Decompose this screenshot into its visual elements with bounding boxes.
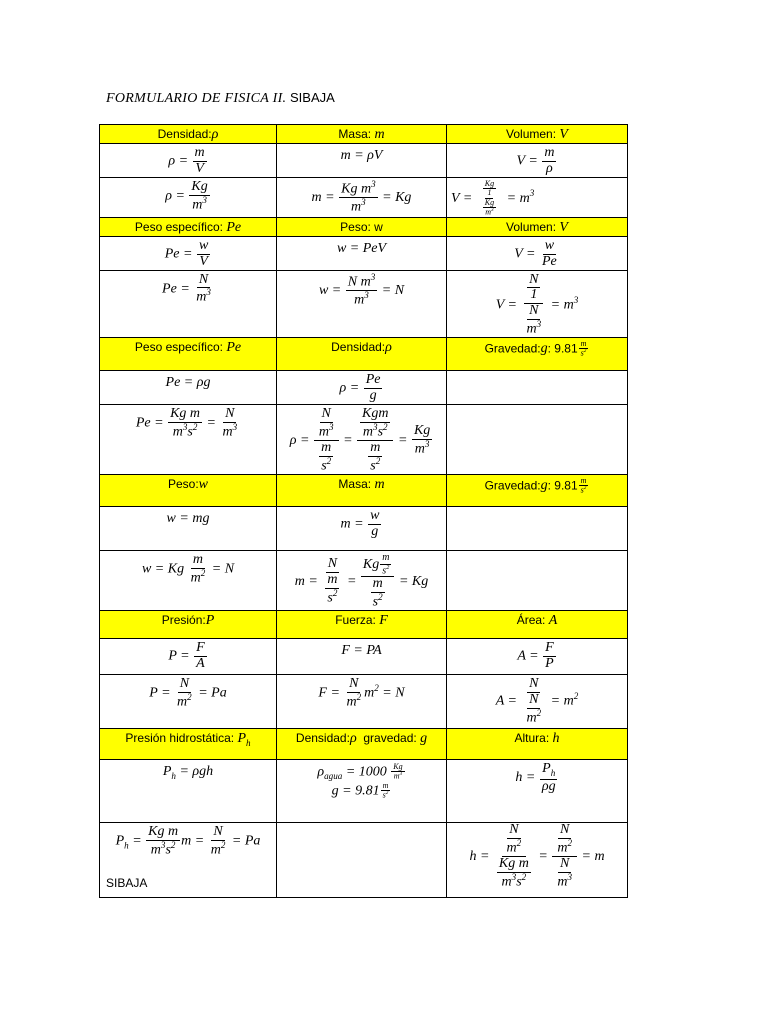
formula-rho-pe-g: ρ = $\frac{Pe}{g}$ [277,371,447,405]
units-h: h = $\frac{\frac{N}{m^2}}{\frac{\text{Kg m}}{m^3s^2}}$ = $\frac{\frac{N}{m^2}}{\frac{N}{m^3}}$ = m [447,823,628,898]
header-area: Área: A [447,611,628,639]
units-row [100,270,628,337]
header-row-4 [100,475,628,507]
formula-pe-w-v: Pe = $\frac{w}{V}$ [100,237,277,270]
units-f: F = $\frac{N}{m^2}$ $m^2 = N$ [277,675,447,729]
header-mass: Masa: m [277,125,447,144]
formula-row [100,639,628,675]
formula-w-mg: w = mg [100,507,277,551]
header-row-1 [100,125,628,144]
header-volume-2: Volumen: V [447,218,628,237]
title-italic: FORMULARIO DE FISICA II. [106,91,287,106]
formula-p-f-a: P = $\frac{F}{A}$ [100,639,277,675]
units-row [100,675,628,729]
header-height: Altura: h [447,729,628,760]
formula-f-pa: F = PA [277,639,447,675]
header-gravity-2: Gravedad:g: 9.81 $\frac{m}{s^2}$ [447,475,628,507]
formula-v-w-pe: V = $\frac{w}{Pe}$ [447,237,628,270]
units-ph: $P_h$ = $\frac{\text{Kg m}}{m^3s^2}$ m = $\frac{N}{m^2}$ = Pa [100,823,277,898]
formula-table [99,124,628,898]
units-row [100,405,628,475]
title-author: SIBAJA [289,90,335,105]
units-rho-2: ρ = $\frac{\frac{N}{m^3}}{\frac{m}{s^2}}$ = $\frac{\frac{\text{Kgm}}{m^3s^2}}{\frac{m}{s^2}}$ = $\frac{Kg}{m^3}$ [277,405,447,475]
formula-a-f-p: A = $\frac{F}{P}$ [447,639,628,675]
units-p: P = $\frac{N}{m^2}$ = Pa [100,675,277,729]
header-row-5 [100,611,628,639]
header-row-2 [100,218,628,237]
empty-cell [277,823,447,898]
units-w-2: w = Kg $\frac{m}{m^2}$ = N [100,551,277,611]
formula-pe-rho-g: Pe = ρg [100,371,277,405]
units-row [100,178,628,218]
empty-cell [447,551,628,611]
header-force: Fuerza: F [277,611,447,639]
header-weight: Peso: w [277,218,447,237]
units-pe-2: Pe = $\frac{\text{Kg m}}{m^3s^2}$ = $\frac{N}{m^3}$ [100,405,277,475]
header-specific-weight: Peso específico: Pe [100,218,277,237]
formula-m-w-g: m = $\frac{w}{g}$ [277,507,447,551]
units-volume: V = $\frac{Kg}{\frac{1}{\frac{Kg}{m^3}}}$ = $m^3$ [447,178,628,218]
formula-ph-rho-g-h: $P_h = \rho gh$ [100,760,277,823]
units-mass: m = $\frac{Kg m^3}{m^3}$ = Kg [277,178,447,218]
formula-row [100,507,628,551]
formula-row [100,237,628,270]
formula-h-ph-rho-g: h = $\frac{P_h}{\rho g}$ [447,760,628,823]
header-hydrostatic-pressure: Presión hidrostática: $P_h$ [100,729,277,760]
header-row-3 [100,338,628,371]
formula-v-m-rho: V = $\frac{m}{\rho}$ [447,144,628,178]
header-gravity: Gravedad:g: 9.81 $\frac{m}{s^2}$ [447,338,628,371]
empty-cell [447,405,628,475]
units-w: w = $\frac{N m^3}{m^3}$ = N [277,270,447,337]
units-pe: Pe = $\frac{N}{m^3}$ [100,270,277,337]
formula-row [100,144,628,178]
formula-rho-m-v: ρ = $\frac{m}{V}$ [100,144,277,178]
units-m-2: m = $\frac{N}{\frac{m}{s^2}}$ = Kg $\frac{m}{s^2}$ $\frac{m}{s^2}$ = Kg [277,551,447,611]
header-row-6 [100,729,628,760]
header-mass-2: Masa: m [277,475,447,507]
formula-w-pe-v: w = PeV [277,237,447,270]
header-weight-2: Peso:w [100,475,277,507]
header-density-gravity: Densidad:ρ gravedad: g [277,729,447,760]
header-pressure: Presión:P [100,611,277,639]
header-density-2: Densidad:ρ [277,338,447,371]
empty-cell [447,371,628,405]
units-rho: ρ = $\frac{Kg}{m^3}$ [100,178,277,218]
units-a: A = $\frac{N}{\frac{N}{m^2}}$ = $m^2$ [447,675,628,729]
formula-m-rho-v: m = ρV [277,144,447,178]
header-specific-weight-2: Peso específico: Pe [100,338,277,371]
empty-cell [447,507,628,551]
water-constants: $\rho_{agua} = 1000$ $\frac{Kg}{m^3}$ g = 9.81 $\frac{m}{s^2}$ [277,760,447,823]
units-v: V = $\frac{\frac{N}{1}}{\frac{N}{m^3}}$ = $m^3$ [447,270,628,337]
units-row [100,823,628,898]
footer-author: SIBAJA [106,876,148,890]
header-density: Densidad:ρ [100,125,277,144]
formula-row [100,371,628,405]
document-title [106,90,335,107]
units-row [100,551,628,611]
header-volume: Volumen: V [447,125,628,144]
formula-row [100,760,628,823]
